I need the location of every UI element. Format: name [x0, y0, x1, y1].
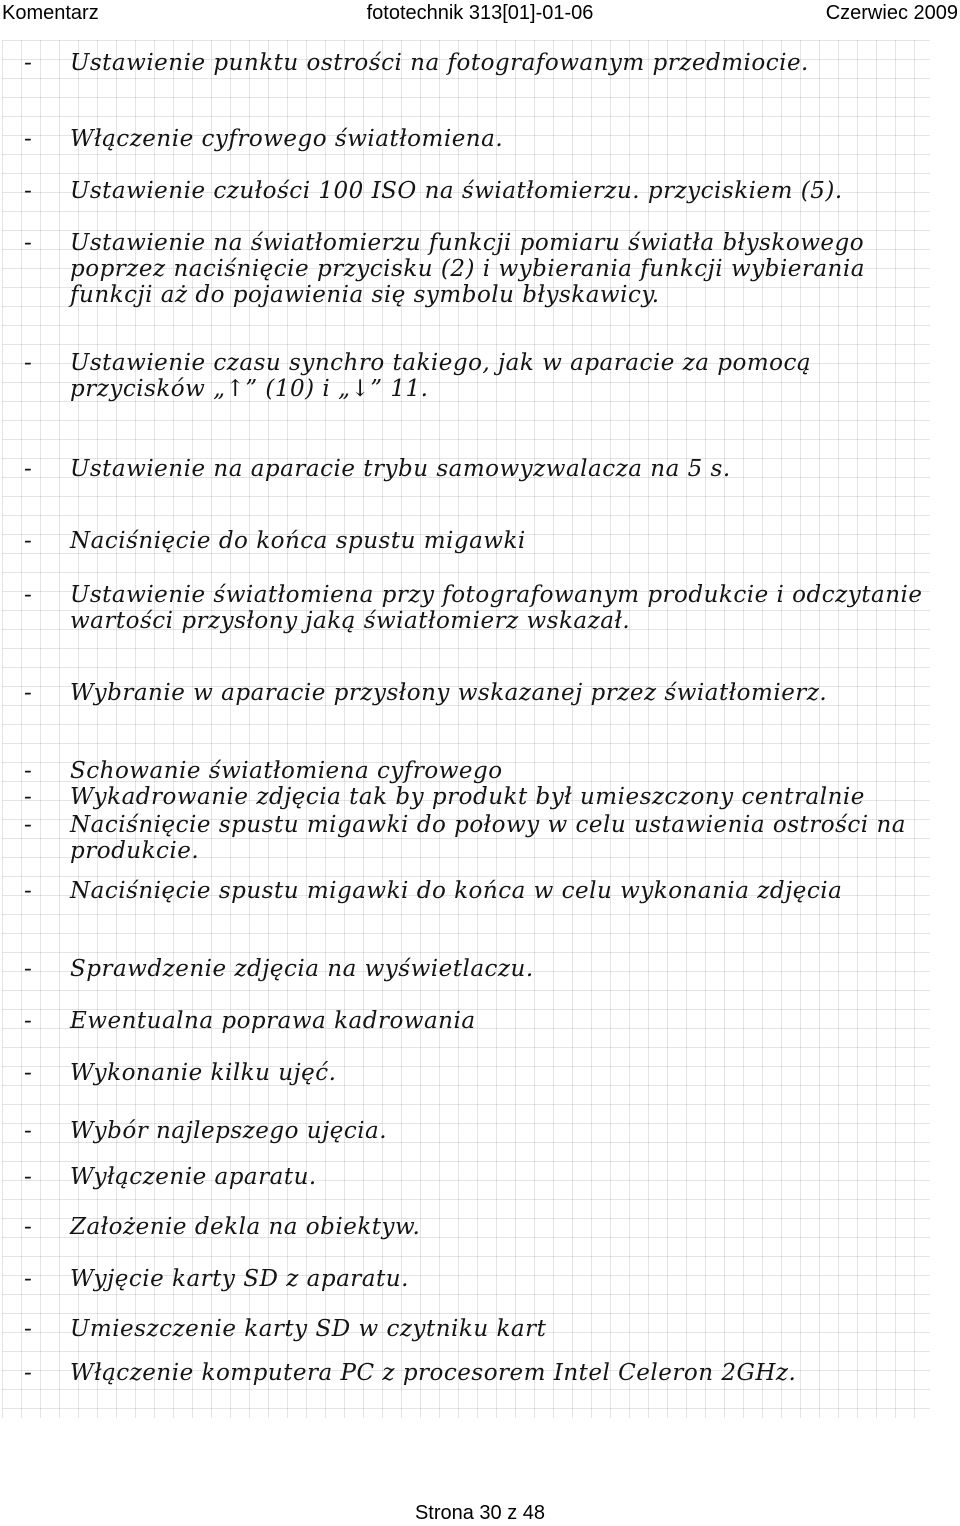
note-text: Ustawienie na światłomierzu funkcji pomiaru światła błyskowego poprzez naciśnięcie przycisku (2) i wybierania funkcji wybierania funkcji aż do pojawienia się symbolu błyskawicy. [70, 230, 865, 308]
note-text: Wybór najlepszego ujęcia. [70, 1118, 388, 1144]
note-dash: - [24, 680, 32, 706]
note-text: Naciśnięcie spustu migawki do końca w celu wykonania zdjęcia [70, 878, 843, 904]
note-dash: - [24, 178, 32, 204]
note-dash: - [24, 1164, 32, 1190]
note-text: Umieszczenie karty SD w czytniku kart [70, 1316, 547, 1342]
note-dash: - [24, 50, 32, 76]
note-text: Naciśnięcie do końca spustu migawki [70, 528, 526, 554]
note-dash: - [24, 528, 32, 554]
note-dash: - [24, 456, 32, 482]
note-text: Ustawienie na aparacie trybu samowyzwalacza na 5 s. [70, 456, 731, 482]
note-dash: - [24, 758, 32, 784]
note-dash: - [24, 1266, 32, 1292]
note-text: Włączenie komputera PC z procesorem Intel Celeron 2GHz. [70, 1360, 797, 1386]
note-text: Założenie dekla na obiektyw. [70, 1214, 421, 1240]
note-dash: - [24, 126, 32, 152]
note-dash: - [24, 1316, 32, 1342]
note-text: Naciśnięcie spustu migawki do połowy w celu ustawienia ostrości na produkcie. [70, 812, 906, 864]
note-dash: - [24, 1214, 32, 1240]
note-dash: - [24, 812, 32, 838]
header-document-code: fototechnik 313[01]-01-06 [366, 2, 594, 24]
note-dash: - [24, 582, 32, 608]
header-section-title: Komentarz [2, 2, 99, 24]
note-text: Ustawienie punktu ostrości na fotografowanym przedmiocie. [70, 50, 809, 76]
note-text: Ewentualna poprawa kadrowania [70, 1008, 476, 1034]
note-dash: - [24, 230, 32, 256]
note-text: Schowanie światłomiena cyfrowego [70, 758, 503, 784]
note-text: Ustawienie czasu synchro takiego, jak w aparacie za pomocą przycisków „↑” (10) i „↓” 11. [70, 350, 812, 402]
note-text: Ustawienie czułości 100 ISO na światłomierzu. przyciskiem (5). [70, 178, 843, 204]
note-text: Wybranie w aparacie przysłony wskazanej przez światłomierz. [70, 680, 828, 706]
note-dash: - [24, 1060, 32, 1086]
header-date: Czerwiec 2009 [825, 2, 958, 24]
note-text: Wykonanie kilku ujęć. [70, 1060, 337, 1086]
page-number: Strona 30 z 48 [414, 1502, 546, 1524]
note-dash: - [24, 1360, 32, 1386]
note-dash: - [24, 956, 32, 982]
note-text: Ustawienie światłomiena przy fotografowanym produkcie i odczytanie wartości przysłony jaką światłomierz wskazał. [70, 582, 923, 634]
note-dash: - [24, 1008, 32, 1034]
note-text: Sprawdzenie zdjęcia na wyświetlaczu. [70, 956, 534, 982]
note-text: Wyjęcie karty SD z aparatu. [70, 1266, 409, 1292]
note-dash: - [24, 1118, 32, 1144]
page-header [0, 0, 960, 28]
handwritten-notes-sheet [2, 40, 930, 1418]
note-dash: - [24, 350, 32, 376]
note-text: Wykadrowanie zdjęcia tak by produkt był umieszczony centralnie [70, 784, 865, 810]
note-text: Wyłączenie aparatu. [70, 1164, 317, 1190]
note-dash: - [24, 878, 32, 904]
note-dash: - [24, 784, 32, 810]
note-text: Włączenie cyfrowego światłomiena. [70, 126, 504, 152]
